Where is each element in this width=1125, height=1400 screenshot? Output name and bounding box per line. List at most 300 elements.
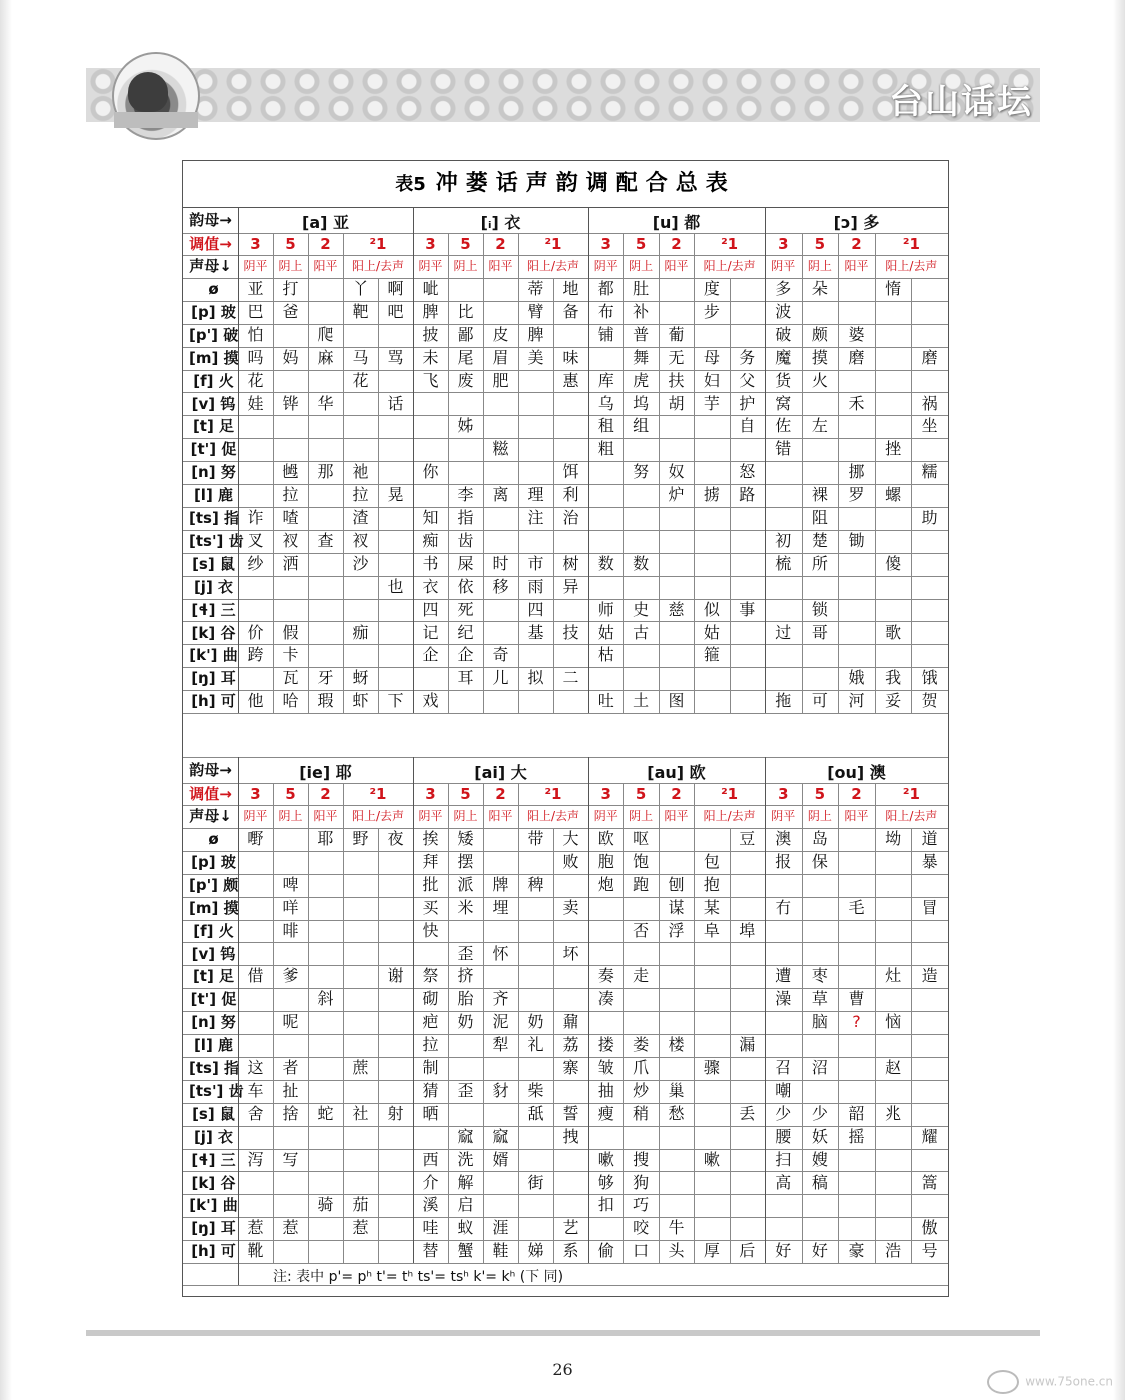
syllable-cell: 坏 <box>562 943 579 963</box>
syllable-cell: 洗 <box>457 1149 474 1169</box>
landscape-logo-icon <box>112 52 200 140</box>
tone-value: 5 <box>285 235 296 253</box>
syllable-cell: 尾 <box>457 347 474 367</box>
initial-label: [t'] 促 <box>190 440 237 459</box>
syllable-cell: 华 <box>317 393 334 413</box>
syllable-cell: 吐 <box>597 691 614 711</box>
syllable-cell: 错 <box>775 439 792 459</box>
syllable-cell: 蚁 <box>457 1218 474 1238</box>
syllable-cell: 抽 <box>597 1080 614 1100</box>
syllable-cell: 曹 <box>848 989 865 1009</box>
syllable-cell: 车 <box>247 1080 264 1100</box>
syllable-cell: 牙 <box>317 668 334 688</box>
column-rule <box>483 233 484 713</box>
table-row <box>183 920 948 944</box>
initial-label: [ŋ] 耳 <box>191 1219 236 1238</box>
syllable-cell: 价 <box>247 622 264 642</box>
syllable-cell: 市 <box>527 553 544 573</box>
tone-value: ²1 <box>902 785 920 803</box>
syllable-cell: 饵 <box>562 462 579 482</box>
syllable-cell: 惹 <box>247 1218 264 1238</box>
column-rule <box>238 757 239 1263</box>
syllable-cell: 事 <box>739 599 756 619</box>
syllable-cell: 呢 <box>282 1012 299 1032</box>
syllable-cell: 吗 <box>247 347 264 367</box>
syllable-cell: 啡 <box>282 920 299 940</box>
syllable-cell: 厚 <box>703 1241 720 1261</box>
initial-label: [ŋ] 耳 <box>191 669 236 688</box>
syllable-cell: 喳 <box>282 508 299 527</box>
syllable-cell: 巢 <box>668 1080 685 1100</box>
syllable-cell: 奶 <box>457 1012 474 1032</box>
syllable-cell: 师 <box>597 599 614 619</box>
syllable-cell: 挪 <box>848 462 865 482</box>
table-row <box>183 828 948 852</box>
final-group-label: [u] 都 <box>652 213 701 232</box>
syllable-cell: 异 <box>562 576 579 596</box>
syllable-cell: 米 <box>457 897 474 917</box>
syllable-cell: 犁 <box>492 1035 509 1055</box>
syllable-cell: 味 <box>562 347 579 367</box>
syllable-cell: 丫 <box>352 279 369 298</box>
syllable-cell: 耳 <box>457 668 474 688</box>
syllable-cell: 姊 <box>457 416 474 436</box>
syllable-cell: 助 <box>921 508 938 527</box>
initial-label: [k] 谷 <box>191 623 236 642</box>
syllable-cell: 衣 <box>422 576 439 596</box>
syllable-cell: 保 <box>811 851 828 871</box>
syllable-cell: 布 <box>597 301 614 321</box>
tone-value: 3 <box>250 235 261 253</box>
column-rule <box>343 233 344 713</box>
tone-name: 阳平 <box>664 259 689 273</box>
tone-name: 阳上/去声 <box>351 809 405 823</box>
table-row <box>183 461 948 485</box>
tone-value-row <box>183 233 948 256</box>
syllable-cell: 傻 <box>885 553 902 573</box>
syllable-cell: 稍 <box>633 1103 650 1123</box>
syllable-cell: 祸 <box>921 393 938 413</box>
syllable-cell: 妖 <box>811 1126 828 1146</box>
syllable-cell: 矮 <box>457 829 474 848</box>
final-group-label: [ou] 澳 <box>827 763 886 782</box>
syllable-cell: 哇 <box>422 1218 439 1238</box>
tone-value: 2 <box>495 785 506 803</box>
tone-name: 阴平 <box>418 809 443 823</box>
syllable-cell: 头 <box>668 1241 685 1261</box>
syllable-cell: 嫂 <box>811 1149 828 1169</box>
tone-name: 阳平 <box>488 259 513 273</box>
syllable-cell: 纪 <box>457 622 474 642</box>
syllable-cell: 歌 <box>885 622 902 642</box>
column-rule <box>659 233 660 713</box>
syllable-cell: 韶 <box>848 1103 865 1123</box>
syllable-cell: 炉 <box>668 485 685 505</box>
syllable-cell: 眉 <box>492 347 509 367</box>
syllable-cell: 祭 <box>422 966 439 986</box>
syllable-cell: 炮 <box>597 874 614 894</box>
syllable-cell: 娥 <box>848 668 865 688</box>
syllable-cell: 跑 <box>633 874 650 894</box>
syllable-cell: 刨 <box>668 874 685 894</box>
syllable-cell: 贺 <box>921 691 938 711</box>
tone-value: 5 <box>460 785 471 803</box>
syllable-cell: 介 <box>422 1172 439 1192</box>
syllable-cell: 艺 <box>562 1218 579 1238</box>
tone-name: 阳平 <box>488 809 513 823</box>
initial-label: [l] 鹿 <box>193 486 234 505</box>
syllable-cell: 姑 <box>703 622 720 642</box>
syllable-cell: 糯 <box>921 462 938 482</box>
table-row <box>183 851 948 875</box>
syllable-cell: 惹 <box>282 1218 299 1238</box>
syllable-cell: 慈 <box>668 599 685 619</box>
column-rule <box>623 233 624 713</box>
initial-label: [h] 可 <box>191 1242 236 1261</box>
syllable-cell: 砌 <box>422 989 439 1009</box>
syllable-cell: 号 <box>921 1241 938 1261</box>
syllable-cell: 带 <box>527 829 544 848</box>
syllable-cell: 愁 <box>668 1103 685 1123</box>
syllable-cell: 溪 <box>422 1195 439 1215</box>
column-rule <box>875 233 876 713</box>
syllable-cell: 自 <box>739 416 756 436</box>
syllable-cell: 指 <box>457 508 474 527</box>
syllable-cell: 买 <box>422 897 439 917</box>
syllable-cell: 瑕 <box>317 691 334 711</box>
syllable-cell: 渣 <box>352 508 369 527</box>
syllable-cell: 理 <box>527 485 544 505</box>
syllable-cell: 掳 <box>703 485 720 505</box>
syllable-cell: 马 <box>352 347 369 367</box>
column-rule <box>448 233 449 713</box>
initial-label: [h] 可 <box>191 692 236 711</box>
table-row <box>183 484 948 508</box>
syllable-cell: 写 <box>282 1149 299 1169</box>
syllable-cell: 我 <box>885 668 902 688</box>
syllable-cell: 妥 <box>885 691 902 711</box>
syllable-cell: 偷 <box>597 1241 614 1261</box>
syllable-cell: 脑 <box>811 1012 828 1032</box>
syllable-cell: 骑 <box>317 1195 334 1215</box>
syllable-cell: 戏 <box>422 691 439 711</box>
syllable-cell: 波 <box>775 301 792 321</box>
syllable-cell: 道 <box>921 829 938 848</box>
column-rule <box>308 783 309 1263</box>
syllable-cell: 扫 <box>775 1149 792 1169</box>
syllable-cell: 父 <box>739 370 756 390</box>
syllable-cell: 窳 <box>457 1126 474 1146</box>
initial-label: [n] 努 <box>191 463 236 482</box>
syllable-cell: 治 <box>562 508 579 527</box>
syllable-cell: 欧 <box>597 829 614 848</box>
table-name: 冲蒌话声韵调配合总表 <box>435 171 736 196</box>
table-row <box>183 1217 948 1241</box>
syllable-cell: 依 <box>457 576 474 596</box>
tone-value: 3 <box>778 785 789 803</box>
syllable-cell: 利 <box>562 485 579 505</box>
syllable-cell: 货 <box>775 370 792 390</box>
syllable-cell: 窳 <box>492 1126 509 1146</box>
column-rule <box>694 233 695 713</box>
syllable-cell: 努 <box>633 462 650 482</box>
syllable-cell: 禾 <box>848 393 865 413</box>
tone-value: ²1 <box>544 235 562 253</box>
syllable-cell: 包 <box>703 851 720 871</box>
initial-label: [k] 谷 <box>191 1173 236 1192</box>
tone-value: 5 <box>635 785 647 803</box>
syllable-cell: 阜 <box>703 920 720 940</box>
syllable-cell: 楚 <box>811 530 828 550</box>
syllable-cell: 泥 <box>492 1012 509 1032</box>
column-rule <box>694 783 695 1263</box>
syllable-cell: 佐 <box>775 416 792 436</box>
syllable-cell: 过 <box>775 622 792 642</box>
tone-name: 阴平 <box>771 259 796 273</box>
column-rule <box>378 278 379 713</box>
tone-name-row <box>183 255 948 279</box>
syllable-cell: 痴 <box>422 530 439 550</box>
syllable-cell: 皮 <box>492 324 509 344</box>
syllable-cell: 祂 <box>352 462 369 482</box>
table-row <box>183 576 948 600</box>
tone-axis-label: 调值→ <box>189 235 232 253</box>
syllable-cell: 时 <box>492 553 509 573</box>
syllable-cell: 娃 <box>247 393 264 413</box>
syllable-cell: 哥 <box>811 622 828 642</box>
syllable-cell: 饱 <box>633 851 650 871</box>
syllable-cell: 补 <box>633 301 650 321</box>
syllable-cell: 奴 <box>668 462 685 482</box>
syllable-cell: 晒 <box>422 1103 439 1123</box>
syllable-cell: 磨 <box>848 347 865 367</box>
initial-label: [ts'] 齿 <box>189 531 244 550</box>
tone-value: ²1 <box>369 235 387 253</box>
column-rule <box>343 783 344 1263</box>
table-row <box>183 553 948 577</box>
syllable-cell: 奏 <box>597 966 614 986</box>
tone-name: 阴上 <box>278 259 303 273</box>
tone-name: 阳上/去声 <box>351 259 405 273</box>
column-rule <box>553 278 554 713</box>
syllable-cell: 好 <box>775 1241 792 1261</box>
syllable-cell: 铺 <box>597 324 614 344</box>
initial-label: [l] 鹿 <box>193 1036 234 1055</box>
column-rule <box>588 757 589 1263</box>
syllable-cell: 赵 <box>885 1058 902 1077</box>
tone-value-row <box>183 783 948 806</box>
syllable-cell: 衩 <box>352 530 369 550</box>
syllable-cell: 拟 <box>527 668 544 688</box>
syllable-cell: 夜 <box>387 829 404 848</box>
syllable-cell: 注 <box>527 508 544 527</box>
tone-value: ²1 <box>369 785 387 803</box>
syllable-cell: 假 <box>282 622 299 642</box>
syllable-cell: 普 <box>633 324 650 344</box>
syllable-cell: 肥 <box>492 370 509 390</box>
syllable-cell: 鄙 <box>457 324 474 344</box>
tone-name: 阴上 <box>629 259 654 273</box>
tone-name: 阳上/去声 <box>703 259 756 273</box>
header-title: 台山话坛 <box>889 82 1033 122</box>
initial-label: [p] 玻 <box>191 852 236 871</box>
tone-name: 阳平 <box>313 809 338 823</box>
initial-label: [f] 火 <box>193 371 234 390</box>
final-header-row <box>183 757 948 784</box>
syllable-cell: 拉 <box>352 485 369 505</box>
syllable-cell: 租 <box>597 416 614 436</box>
tone-name: 阴平 <box>771 809 796 823</box>
syllable-cell: 查 <box>317 530 334 550</box>
syllable-cell: 齿 <box>457 530 474 550</box>
tone-name: 阴平 <box>593 809 618 823</box>
syllable-cell: 离 <box>492 485 509 505</box>
syllable-cell: 多 <box>775 279 792 298</box>
table-row <box>183 1011 948 1035</box>
syllable-cell: 兆 <box>885 1103 902 1123</box>
syllable-cell: 茄 <box>352 1195 369 1215</box>
initial-label: [n] 努 <box>191 1013 236 1032</box>
syllable-cell: 胞 <box>597 851 614 871</box>
initial-label: ø <box>208 830 219 848</box>
table-section-1 <box>183 207 948 713</box>
syllable-cell: 怕 <box>247 324 264 344</box>
column-rule <box>659 783 660 1263</box>
syllable-table <box>182 160 949 1297</box>
syllable-cell: 吧 <box>387 301 404 321</box>
tone-value: 3 <box>425 785 436 803</box>
syllable-cell: 寨 <box>562 1058 579 1077</box>
initial-label: [ts'] 齿 <box>189 1081 244 1100</box>
note-column-rule <box>238 1263 239 1285</box>
syllable-cell: 好 <box>811 1241 828 1261</box>
table-row <box>183 988 948 1012</box>
syllable-cell: 豆 <box>739 829 756 848</box>
syllable-cell: 岛 <box>811 829 828 848</box>
syllable-cell: 火 <box>811 370 828 390</box>
syllable-cell: 坞 <box>633 393 650 413</box>
table-row <box>183 965 948 989</box>
syllable-cell: 步 <box>703 301 720 321</box>
syllable-cell: 地 <box>562 279 579 298</box>
syllable-cell: 毛 <box>848 897 865 917</box>
syllable-cell: 拉 <box>422 1035 439 1055</box>
initial-label: [m] 摸 <box>189 348 239 367</box>
column-rule <box>911 828 912 1263</box>
column-rule <box>378 828 379 1263</box>
syllable-cell: 系 <box>562 1241 579 1261</box>
column-rule <box>483 783 484 1263</box>
footer-rule <box>86 1330 1040 1336</box>
tone-name: 阴上 <box>629 809 654 823</box>
syllable-cell: 妇 <box>703 370 720 390</box>
syllable-cell: 怀 <box>492 943 509 963</box>
section-spacer <box>183 713 948 758</box>
syllable-cell: 皱 <box>597 1058 614 1077</box>
final-group-label: [ie] 耶 <box>299 763 352 782</box>
column-rule <box>765 207 766 713</box>
syllable-cell: 史 <box>633 599 650 619</box>
syllable-cell: 败 <box>562 851 579 871</box>
syllable-cell: 咬 <box>633 1218 650 1238</box>
syllable-cell: 婆 <box>848 324 865 344</box>
syllable-cell: 锄 <box>848 530 865 550</box>
syllable-cell: 嘢 <box>247 829 264 848</box>
table-row <box>183 530 948 554</box>
syllable-cell: 荔 <box>562 1035 579 1055</box>
initial-label: [s] 鼠 <box>192 1104 235 1123</box>
syllable-cell: 技 <box>562 622 579 642</box>
syllable-cell: 痂 <box>352 622 369 642</box>
syllable-cell: 灶 <box>885 966 902 986</box>
syllable-cell: 漏 <box>739 1035 756 1055</box>
syllable-cell: 豺 <box>492 1080 509 1100</box>
column-rule <box>730 828 731 1263</box>
syllable-cell: 美 <box>527 347 544 367</box>
syllable-cell: 似 <box>703 599 720 619</box>
syllable-cell: 四 <box>527 599 544 619</box>
final-axis-label: 韵母→ <box>189 761 232 779</box>
syllable-cell: 磨 <box>921 347 938 367</box>
syllable-cell: 走 <box>633 966 650 986</box>
syllable-cell: 篙 <box>921 1172 938 1192</box>
column-rule <box>623 783 624 1263</box>
syllable-cell: 耀 <box>921 1126 938 1146</box>
syllable-cell: 梳 <box>775 553 792 573</box>
initial-label: [ɬ] 三 <box>191 1150 236 1169</box>
initial-label: [j] 衣 <box>193 577 234 596</box>
syllable-cell: 制 <box>422 1058 439 1077</box>
syllable-cell: 虾 <box>352 691 369 711</box>
tone-name: 阳平 <box>844 809 869 823</box>
syllable-cell: 废 <box>457 370 474 390</box>
syllable-cell: 移 <box>492 576 509 596</box>
table-row <box>183 278 948 302</box>
syllable-cell: 也 <box>387 576 404 596</box>
table-row <box>183 599 948 623</box>
syllable-cell: 爬 <box>317 324 334 344</box>
syllable-cell: 骂 <box>387 347 404 367</box>
column-rule <box>730 278 731 713</box>
syllable-cell: 脾 <box>527 324 544 344</box>
syllable-cell: 儿 <box>492 668 509 688</box>
syllable-cell: 窝 <box>775 393 792 413</box>
syllable-cell: 耶 <box>317 829 334 848</box>
table-row <box>183 874 948 898</box>
syllable-cell: 咩 <box>282 897 299 917</box>
syllable-cell: 啊 <box>387 279 404 298</box>
tone-name: 阳上/去声 <box>526 809 580 823</box>
syllable-cell: 丢 <box>739 1103 756 1123</box>
syllable-cell: 爸 <box>282 301 299 321</box>
tone-name: 阴平 <box>418 259 443 273</box>
column-rule <box>802 783 803 1263</box>
tone-value: 5 <box>814 785 826 803</box>
syllable-cell: 胡 <box>668 393 685 413</box>
syllable-cell: 乌 <box>597 393 614 413</box>
syllable-cell: 务 <box>739 347 756 367</box>
final-group-label: [au] 欧 <box>647 763 706 782</box>
syllable-cell: 够 <box>597 1172 614 1192</box>
syllable-cell: 埋 <box>492 897 509 917</box>
syllable-cell: 者 <box>282 1058 299 1077</box>
syllable-cell: 破 <box>775 324 792 344</box>
initial-label: [p'] 破 <box>189 325 239 344</box>
syllable-cell: 比 <box>457 301 474 321</box>
syllable-cell: 射 <box>387 1103 404 1123</box>
syllable-cell: 未 <box>422 347 439 367</box>
syllable-cell: 西 <box>422 1149 439 1169</box>
